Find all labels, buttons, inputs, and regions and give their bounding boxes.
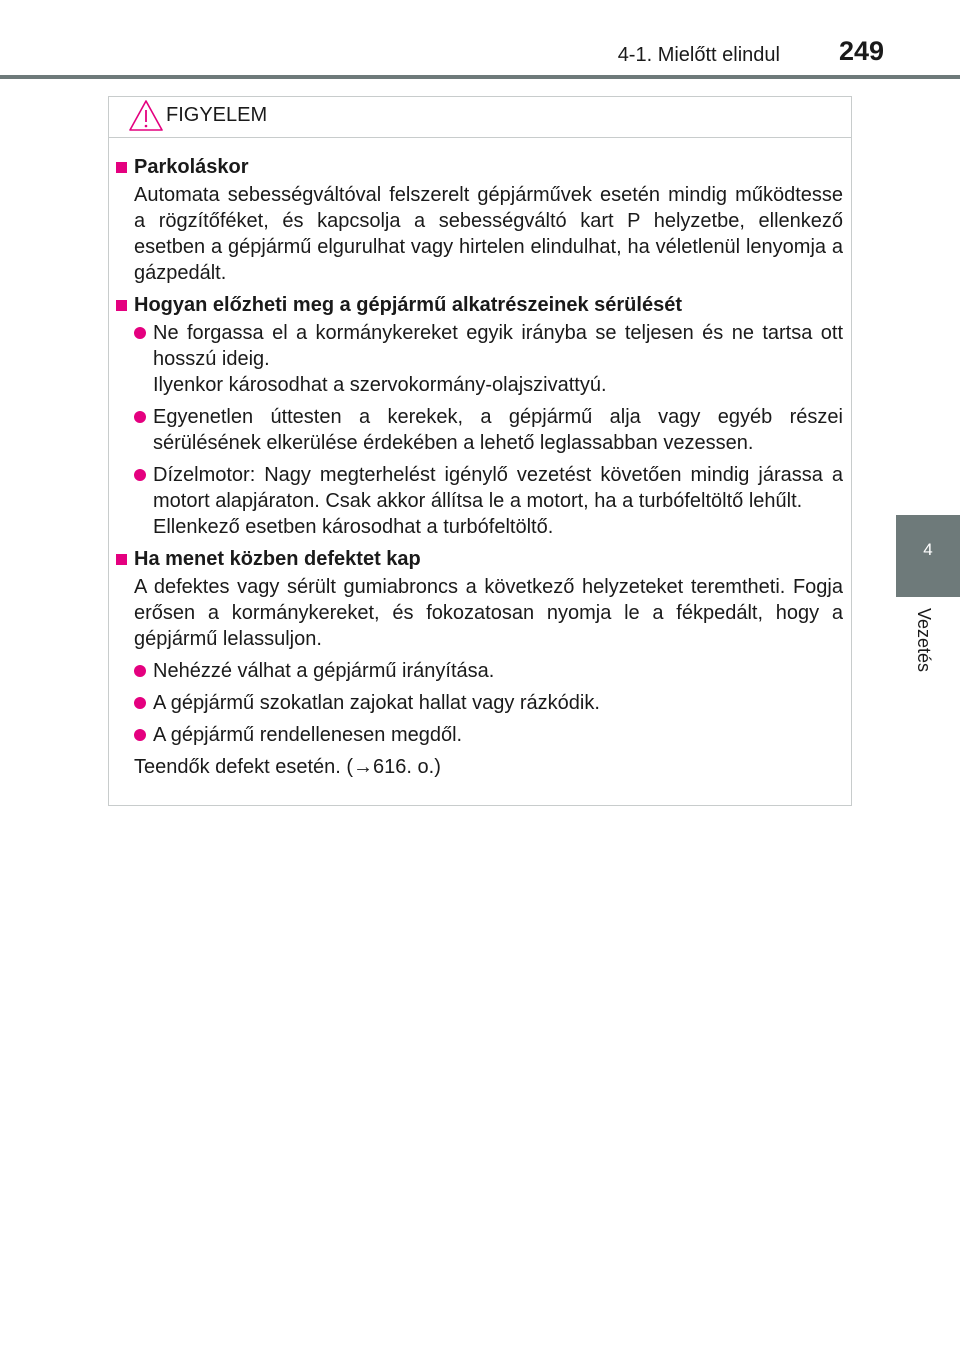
- list-item-main: Dízelmotor: Nagy megterhelést igénylő vezetést követően mindig járassa a motort alapjáraton. Csak akkor állítsa le a motort, ha a turbófeltöltő lehűlt.: [153, 464, 843, 512]
- list-item: [134, 462, 843, 540]
- list-item-text: Nehézzé válhat a gépjármű irányítása.: [153, 660, 495, 682]
- list-item: [134, 690, 843, 716]
- section-heading-text: Ha menet közben defektet kap: [134, 548, 421, 570]
- list-item-text: [153, 320, 843, 398]
- section-paragraph: Automata sebességváltóval felszerelt gépjárművek esetén mindig működtesse a rögzítőféket, és kapcsolja a sebességváltó kart P helyzetbe, ellenkező esetben a gépjármű elgurulhat vagy hirtelen elindulhat, ha véletlenül lenyomja a gázpedált.: [134, 184, 843, 284]
- chapter-number: 4: [923, 540, 933, 559]
- section-heading: [115, 292, 843, 318]
- section-heading: [115, 546, 843, 572]
- list-item-note: Ilyenkor károsodhat a szervokormány-olajszivattyú.: [153, 374, 607, 396]
- warning-body: [109, 138, 851, 780]
- circle-bullet-icon: [134, 469, 146, 481]
- list-item-text: [153, 404, 843, 456]
- list-item: [134, 404, 843, 456]
- section-parking: [115, 154, 843, 286]
- square-bullet-icon: [116, 300, 127, 311]
- section-heading: [115, 154, 843, 180]
- circle-bullet-icon: [134, 729, 146, 741]
- header-section-title: 4-1. Mielőtt elindul: [617, 44, 780, 66]
- section-heading-text: Hogyan előzheti meg a gépjármű alkatrészeinek sérülését: [134, 294, 682, 316]
- page-reference-link[interactable]: Teendők defekt esetén. (→616. o.): [134, 756, 441, 778]
- square-bullet-icon: [116, 554, 127, 565]
- chapter-label: Vezetés: [914, 608, 934, 673]
- warning-header: [109, 97, 851, 138]
- list-item: [134, 722, 843, 748]
- list-item-text: A gépjármű rendellenesen megdől.: [153, 724, 463, 746]
- circle-bullet-icon: [134, 665, 146, 677]
- warning-triangle-icon: [128, 99, 164, 133]
- list-item-main: Egyenetlen úttesten a kerekek, a gépjármű alja vagy egyéb részei sérülésének elkerülése érdekében a lehető leglassabban vezessen.: [153, 406, 843, 454]
- section-paragraph: A defektes vagy sérült gumiabroncs a következő helyzeteket teremtheti. Fogja erősen a kormánykereket, és fokozatosan nyomja le a fékpedált, hogy a gépjármű lelassuljon.: [134, 576, 843, 650]
- list-item-main: Ne forgassa el a kormánykereket egyik irányba se teljesen és ne tartsa ott hosszú ideig.: [153, 322, 843, 370]
- warning-title: FIGYELEM: [166, 104, 268, 126]
- header-rule: [0, 75, 960, 79]
- list-item-text: A gépjármű szokatlan zajokat hallat vagy rázkódik.: [153, 692, 600, 714]
- circle-bullet-icon: [134, 411, 146, 423]
- section-flat-tire: [115, 546, 843, 780]
- list-item-note: Ellenkező esetben károsodhat a turbófeltöltő.: [153, 516, 554, 538]
- circle-bullet-icon: [134, 327, 146, 339]
- warning-box: [108, 96, 852, 806]
- list-item: [134, 658, 843, 684]
- list-item: [134, 320, 843, 398]
- circle-bullet-icon: [134, 697, 146, 709]
- page-number: 249: [838, 36, 884, 66]
- list-item-text: [153, 462, 843, 540]
- square-bullet-icon: [116, 162, 127, 173]
- section-heading-text: Parkoláskor: [134, 156, 249, 178]
- section-damage-prevention: [115, 292, 843, 540]
